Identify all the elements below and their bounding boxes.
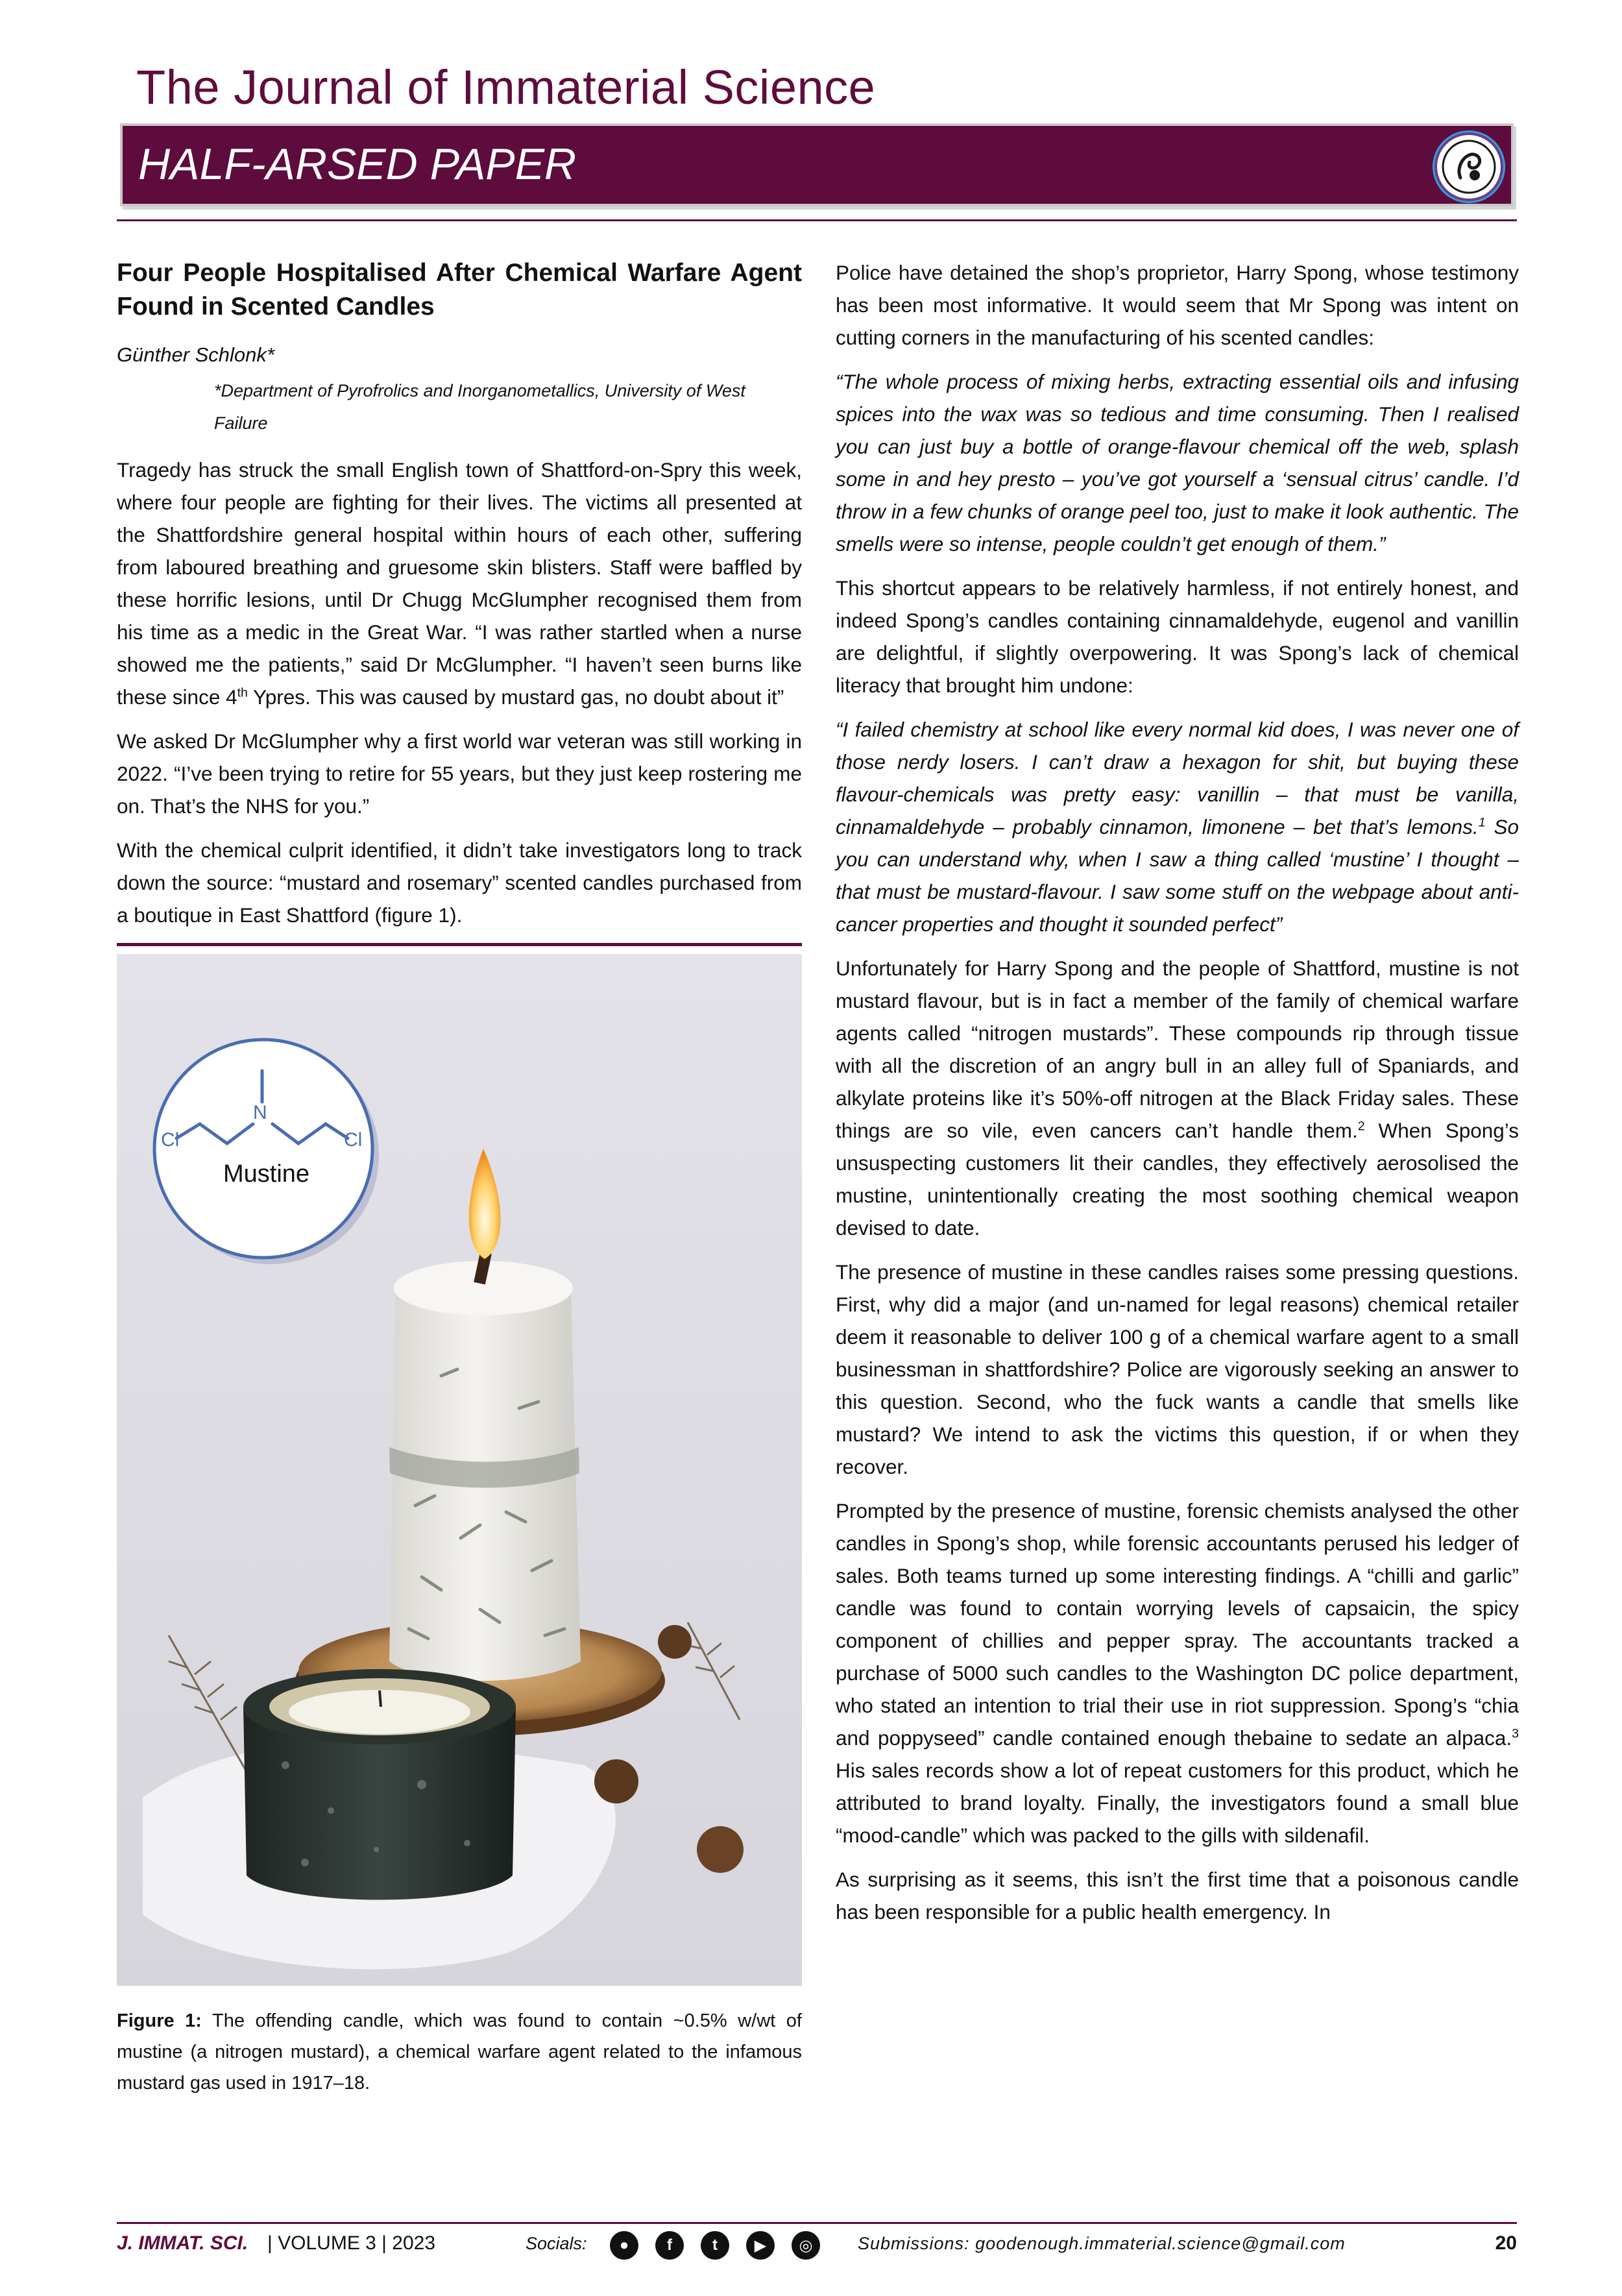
header-banner [120, 123, 1514, 206]
paragraph: With the chemical culprit identified, it didn’t take investigators long to track down the source: “mustard and rosemary” scented candles purchased from a boutique in East Shattford (figure 1). [117, 838, 802, 927]
banner-title: HALF-ARSED PAPER [138, 140, 577, 189]
molecule-atom-cl-left: Cl [161, 1129, 180, 1151]
candle-illustration [117, 954, 802, 1986]
paragraph: Tragedy has struck the small English town of Shattford-on-Spry this week, where four people are fighting for their lives. The victims all presented at the Shattfordshire general hospital within hours of each other, suffering from laboured breathing and gruesome skin blisters. Staff were baffled by these horrific lesions, until Dr Chugg McGlumpher recognised them from his time as a medic in the Great War. “I was rather startled when a nurse showed me the patients,” said Dr McGlumpher. “I haven’t seen burns like these since 4th Ypres. This was caused by mustard gas, no doubt about it” [117, 458, 802, 709]
social-icons [610, 2231, 820, 2260]
quote-paragraph: “I failed chemistry at school like every normal kid does, I was never one of those nerdy losers. I can’t draw a hexagon for shit, but buying these flavour-chemicals was pretty easy: vanillin – that must be vanilla, cinnamaldehyde – probably cinnamon, limonene – bet that’s lemons.$^1$ So you can understand why, when I saw a thing called ‘mustine’ I thought – that must be mustard-flavour. I saw some stuff on the webpage about anti-cancer properties and thought it sounded perfect” [836, 718, 1519, 936]
page-footer [117, 2232, 1517, 2265]
twitter-icon[interactable]: t [701, 2231, 729, 2260]
facebook-icon[interactable]: f [655, 2231, 684, 2260]
molecule-atom-cl-right: Cl [344, 1129, 363, 1151]
submissions-email: Submissions: goodenough.immaterial.science@gmail.com [858, 2234, 1346, 2253]
footer-volume: | VOLUME 3 | 2023 [267, 2232, 436, 2254]
paragraph: Police have detained the shop’s proprietor, Harry Spong, whose testimony has been most informative. It would seem that Mr Spong was intent on cutting corners in the manufacturing of his scented candles: [836, 261, 1519, 349]
page-number: 20 [1495, 2232, 1517, 2254]
paragraph: This shortcut appears to be relatively harmless, if not entirely honest, and indeed Spong’s candles containing cinnamaldehyde, eugenol and vanillin are delightful, if slightly overpowering. It was Spong’s lack of chemical literacy that brought him undone: [836, 576, 1519, 697]
author: Günther Schlonk* [117, 343, 274, 366]
youtube-icon[interactable]: ▶ [746, 2231, 775, 2260]
paragraph: As surprising as it seems, this isn’t the first time that a poisonous candle has been responsible for a public health emergency. In [836, 1868, 1519, 1924]
right-column [836, 256, 1519, 1940]
footer-divider [117, 2222, 1517, 2224]
socials-label: Socials: [526, 2234, 587, 2253]
molecule-atom-n: N [253, 1102, 267, 1123]
figure-caption [117, 2005, 802, 2099]
figure-divider [117, 943, 802, 946]
reddit-icon[interactable]: ● [610, 2231, 638, 2260]
paragraph: We asked Dr McGlumpher why a first world war veteran was still working in 2022. “I’ve been trying to retire for 55 years, but they just keep rostering me on. That’s the NHS for you.” [117, 729, 802, 818]
figure-candle-photo [117, 954, 802, 1986]
quote-paragraph: “The whole process of mixing herbs, extracting essential oils and infusing spices into the wax was so tedious and time consuming. Then I realised you can just buy a bottle of orange-flavour chemical off the web, splash some in and hey presto – you’ve got yourself a ‘sensual citrus’ candle. I’d throw in a few chunks of orange peel too, just to make it look authentic. The smells were so intense, people couldn’t get enough of them.” [836, 370, 1519, 556]
caption-text: The offending candle, which was found to contain ~0.5% w/wt of mustine (a nitrogen mustard), a chemical warfare agent related to the infamous mustard gas used in 1917–18. [117, 2010, 802, 2094]
instagram-icon[interactable]: ◎ [792, 2231, 820, 2260]
journal-logo-icon [1437, 135, 1501, 199]
caption-label: Figure 1: [117, 2010, 202, 2031]
paragraph: Prompted by the presence of mustine, forensic chemists analysed the other candles in Spong’s shop, while forensic accountants perused his ledger of sales. Both teams turned up some interesting findings. A “chilli and garlic” candle was found to contain worrying levels of capsaicin, the spicy component of chillies and pepper spray. The accountants tracked a purchase of 5000 such candles to the Washington DC police department, who stated an intention to trial their use in riot suppression. Spong’s “chia and poppyseed” candle contained enough thebaine to sedate an alpaca.$^3$ His sales records show a lot of repeat customers for this product, which he attributed to brand loyalty. Finally, the investigators found a small blue “mood-candle” which was packed to the gills with sildenafil. [836, 1499, 1519, 1847]
affiliation: *Department of Pyrofrolics and Inorganometallics, University of West Failure [214, 381, 745, 433]
molecule-name: Mustine [223, 1160, 310, 1188]
journal-title: The Journal of Immaterial Science [136, 60, 876, 114]
article-title: Four People Hospitalised After Chemical Warfare Agent Found in Scented Candles [117, 259, 802, 321]
footer-journal-abbrev: J. IMMAT. SCI. [117, 2232, 248, 2254]
paragraph: Unfortunately for Harry Spong and the people of Shattford, mustine is not mustard flavour, but is in fact a member of the family of chemical warfare agents called “nitrogen mustards”. These compounds rip through tissue with all the discretion of an angry bull in an alley full of Spaniards, and alkylate proteins like it’s 50%-off nitrogen at the Black Friday sales. These things are so vile, even cancers can’t handle them.$^2$ When Spong’s unsuspecting customers lit their candles, they effectively aerosolised the mustine, unintentionally creating the most soothing chemical weapon devised to date. [836, 957, 1519, 1240]
left-column [117, 256, 802, 2099]
paragraph: The presence of mustine in these candles raises some pressing questions. First, why did a major (and un-named for legal reasons) chemical retailer deem it reasonable to deliver 100 g of a chemical warfare agent to a small businessman in shattfordshire? Police are vigorously seeking an answer to this question. Second, who the fuck wants a candle that smells like mustard? We intend to ask the victims this question, if or when they recover. [836, 1260, 1519, 1478]
header-divider [117, 219, 1517, 221]
